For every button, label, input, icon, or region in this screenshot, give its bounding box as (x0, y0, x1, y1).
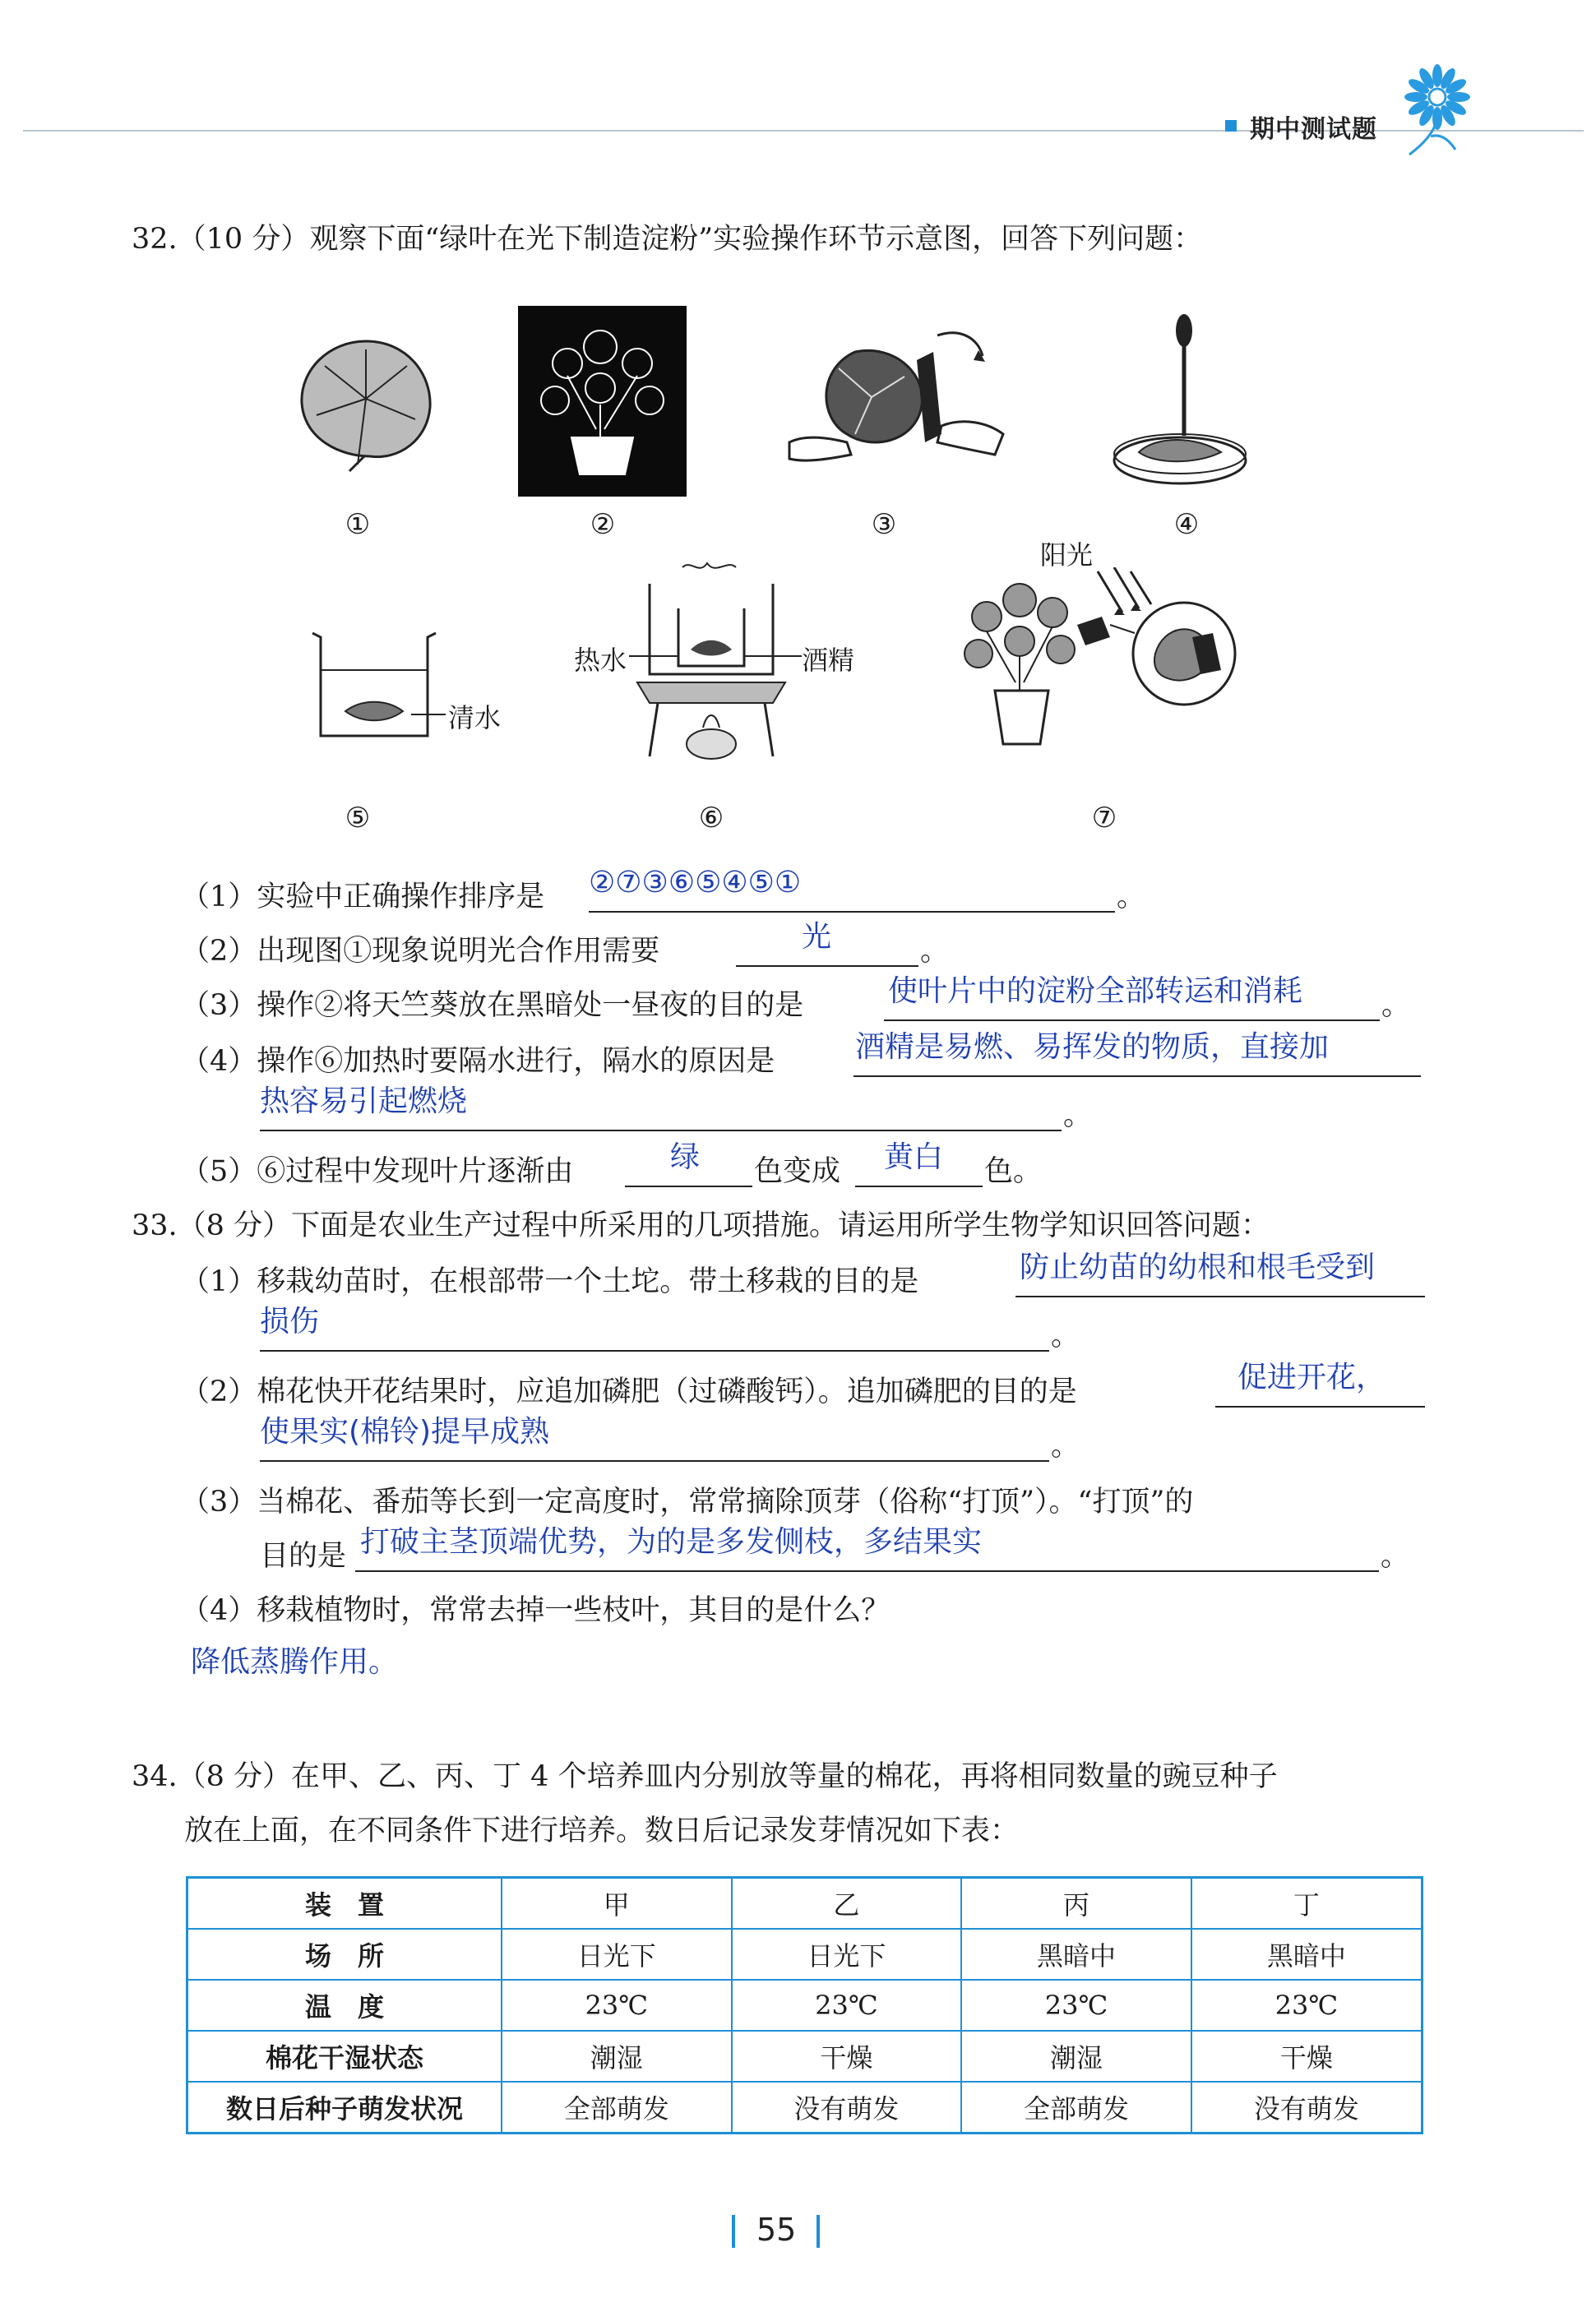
q33-sub1-answer-line2: 损伤 (260, 1305, 320, 1338)
q32-sub2-prefix: （2）出现图①现象说明光合作用需要 (181, 935, 660, 968)
table-cell: 丙 (961, 1878, 1191, 1930)
table-cell: 乙 (732, 1878, 962, 1930)
plant-in-sunlight-figure-7 (946, 567, 1242, 765)
figure-label-6: ⑥ (698, 802, 724, 834)
table-cell: 丁 (1191, 1878, 1423, 1930)
q32-sub2-answer: 光 (802, 920, 832, 954)
figure-label-7: ⑦ (1091, 802, 1117, 834)
table-cell: 潮湿 (502, 2031, 732, 2082)
table-row-header: 棉花干湿状态 (187, 2031, 502, 2082)
page-number: 55 (756, 2212, 797, 2248)
header-title: 期中测试题 (1250, 115, 1377, 144)
q33-sub1-answer-line1: 防止幼苗的幼根和根毛受到 (1020, 1251, 1376, 1284)
table-cell: 潮湿 (961, 2031, 1191, 2082)
germination-table (186, 1876, 1423, 2134)
q33-sub2-underline-2 (260, 1460, 1049, 1462)
q32-sub4-suffix: 。 (1063, 1099, 1093, 1132)
table-row-header: 数日后种子萌发状况 (187, 2082, 502, 2134)
q33-sub4-answer: 降低蒸腾作用。 (191, 1645, 399, 1679)
q33-sub2-answer-line1: 促进开花， (1237, 1361, 1386, 1394)
q33-sub2-prefix: （2）棉花快开花结果时，应追加磷肥（过磷酸钙）。追加磷肥的目的是 (181, 1375, 1077, 1408)
q32-sub1-underline (589, 911, 1115, 913)
q32-sub1-suffix: 。 (1117, 881, 1146, 913)
table-cell: 没有萌发 (732, 2082, 962, 2134)
table-cell: 黑暗中 (1191, 1929, 1423, 1980)
q32-sub4-underline-2 (260, 1130, 1062, 1131)
q32-sub3-underline (884, 1019, 1380, 1021)
figure-label-4: ④ (1173, 508, 1200, 541)
q33-sub2-suffix: 。 (1051, 1430, 1080, 1463)
label-jiujing: 酒精 (802, 645, 855, 676)
q32-sub2-underline (736, 965, 918, 967)
q33-sub3-prefix: 目的是 (260, 1540, 347, 1573)
label-qingshui: 清水 (448, 702, 502, 733)
table-row (187, 1980, 1423, 2031)
table-cell: 23℃ (502, 1980, 732, 2031)
q32-sub1-answer: ②⑦③⑥⑤④⑤① (589, 866, 802, 899)
q32-sub4-answer-line2: 热容易引起燃烧 (260, 1084, 468, 1118)
iodine-dropper-figure-4 (1106, 312, 1254, 493)
q32-sub3-prefix: （3）操作②将天竺葵放在黑暗处一昼夜的目的是 (181, 989, 804, 1022)
table-row (187, 2031, 1423, 2082)
q32-sub5-underline-1 (625, 1186, 752, 1187)
figure-label-2: ② (590, 508, 616, 541)
q32-sub5-prefix: （5）⑥过程中发现叶片逐渐由 (181, 1155, 574, 1188)
beaker-water-figure-5 (304, 621, 444, 744)
table-cell: 23℃ (1191, 1980, 1423, 2031)
figure-label-1: ① (345, 508, 371, 541)
table-row-header: 装 置 (187, 1878, 502, 1930)
q32-title: 32.（10 分）观察下面“绿叶在光下制造淀粉”实验操作环节示意图，回答下列问题： (132, 223, 1203, 256)
q32-sub5-answer-2: 黄白 (884, 1140, 944, 1174)
label-leader-reshui (629, 655, 678, 657)
q33-sub1-underline-2 (260, 1350, 1049, 1352)
q33-sub3-suffix: 。 (1381, 1540, 1410, 1573)
page-number-bar-left (732, 2215, 735, 2248)
q33-sub2-answer-line2: 使果实(棉铃)提早成熟 (260, 1415, 550, 1449)
q34-title-line2: 放在上面，在不同条件下进行培养。数日后记录发芽情况如下表： (184, 1815, 1020, 1847)
q33-sub1-underline-1 (1015, 1296, 1425, 1297)
leaf-figure-1 (292, 333, 440, 473)
covering-leaf-figure-3 (773, 319, 1011, 483)
q32-sub3-suffix: 。 (1381, 989, 1411, 1022)
q32-sub3-answer: 使叶片中的淀粉全部转运和消耗 (888, 974, 1303, 1008)
table-row (187, 1878, 1423, 1930)
q32-sub5-underline-2 (855, 1186, 983, 1187)
q32-sub5-suffix: 色。 (984, 1155, 1043, 1188)
table-cell: 没有萌发 (1191, 2082, 1423, 2134)
q33-sub3-line1: （3）当棉花、番茄等长到一定高度时，常常摘除顶芽（俗称“打顶”）。“打顶”的 (181, 1486, 1194, 1519)
label-leader-jiujing (744, 655, 802, 657)
table-row (187, 2082, 1423, 2134)
q33-sub3-answer: 打破主茎顶端优势，为的是多发侧枝，多结果实 (360, 1525, 983, 1559)
q32-sub1-prefix: （1）实验中正确操作排序是 (181, 881, 545, 913)
label-leader-qingshui (411, 714, 446, 715)
header-bullet (1225, 120, 1237, 132)
q32-sub2-suffix: 。 (920, 935, 950, 968)
q33-sub1-prefix: （1）移栽幼苗时，在根部带一个土坨。带土移栽的目的是 (181, 1265, 919, 1298)
q34-title-line1: 34.（8 分）在甲、乙、丙、丁 4 个培养皿内分别放等量的棉花，再将相同数量的豌豆种子 (132, 1760, 1278, 1793)
q33-sub3-underline (355, 1570, 1379, 1572)
table-cell: 干燥 (732, 2031, 962, 2082)
table-cell: 干燥 (1191, 2031, 1423, 2082)
table-cell: 黑暗中 (961, 1929, 1191, 1980)
table-cell: 23℃ (961, 1980, 1191, 2031)
water-bath-heating-figure-6 (633, 559, 789, 781)
table-row-header: 温 度 (187, 1980, 502, 2031)
q32-sub5-middle: 色变成 (754, 1155, 841, 1188)
figure-label-3: ③ (871, 508, 897, 541)
table-row (187, 1929, 1423, 1980)
q33-sub2-underline-1 (1215, 1406, 1425, 1408)
q32-sub5-answer-1: 绿 (670, 1140, 701, 1174)
table-cell: 日光下 (732, 1929, 962, 1980)
table-cell: 23℃ (732, 1980, 962, 2031)
table-cell: 全部萌发 (502, 2082, 732, 2134)
table-cell: 全部萌发 (961, 2082, 1191, 2134)
q33-title: 33.（8 分）下面是农业生产过程中所采用的几项措施。请运用所学生物学知识回答问题： (132, 1209, 1270, 1242)
flower-logo-icon (1398, 64, 1477, 161)
q33-sub1-suffix: 。 (1051, 1320, 1080, 1352)
page-number-bar-right (817, 2215, 820, 2248)
figure-label-5: ⑤ (345, 802, 371, 834)
plant-in-dark-figure-2 (518, 306, 687, 497)
q32-sub4-underline-1 (854, 1075, 1421, 1077)
table-cell: 日光下 (502, 1929, 732, 1980)
table-cell: 甲 (502, 1878, 732, 1930)
q33-sub4-question: （4）移栽植物时，常常去掉一些枝叶，其目的是什么？ (181, 1594, 891, 1627)
label-yangguang: 阳光 (1040, 539, 1094, 571)
q32-sub4-answer-line1: 酒精是易燃、易挥发的物质，直接加 (855, 1030, 1330, 1064)
label-reshui: 热水 (574, 645, 627, 676)
q32-sub4-prefix: （4）操作⑥加热时要隔水进行，隔水的原因是 (181, 1045, 775, 1078)
table-row-header: 场 所 (187, 1929, 502, 1980)
